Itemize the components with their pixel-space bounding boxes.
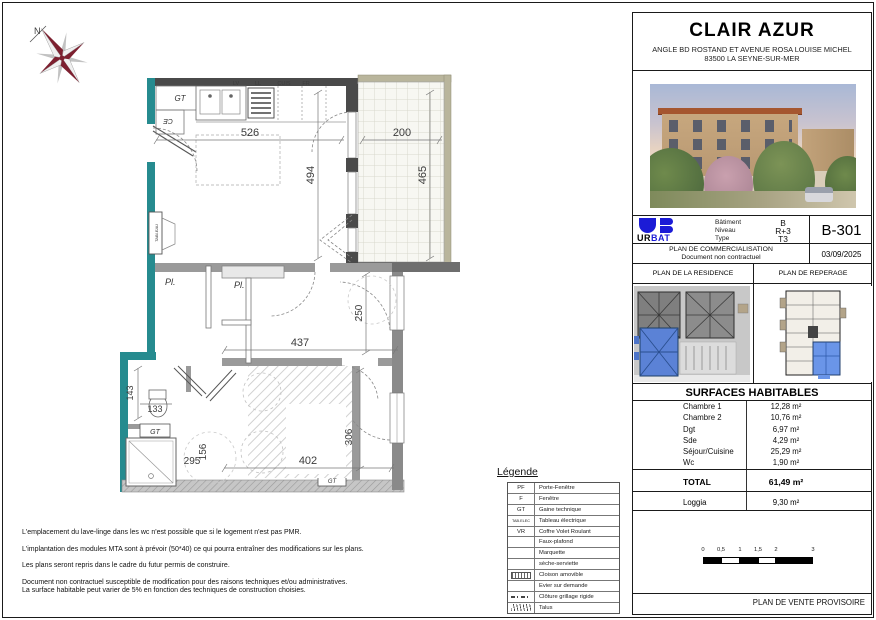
note-line: La surface habitable peut varier de 5% en fonction des techniques de construction choisies. (22, 587, 306, 594)
scale-tick: 3 (811, 547, 815, 553)
surfaces-title: SURFACES HABITABLES (633, 384, 871, 401)
surface-label: Séjour/Cuisine (683, 447, 734, 457)
surfaces-total-row (633, 469, 871, 491)
label-placard-2: Pl. (234, 280, 245, 290)
urbat-logo-b-icon (660, 218, 673, 225)
dim-wc-height: 143 (125, 385, 135, 401)
legend-label: Coffre Volet Roulant (539, 528, 591, 535)
surface-value: 6,97 m² (772, 424, 800, 434)
total-label: TOTAL (683, 477, 711, 487)
plan-type-cell (633, 246, 809, 262)
legend-label: Faux-plafond (539, 539, 573, 546)
legend-row (508, 505, 619, 516)
surface-row (633, 401, 871, 412)
footer-divider (633, 593, 871, 594)
dim-sde-width: 295 (183, 456, 201, 467)
surface-row (633, 424, 871, 435)
note-line: Document non contractuel susceptible de modification pour des raisons techniques et/ou administratives. (22, 578, 348, 586)
label-ce: CE (163, 117, 173, 124)
legend-abbr: PF (508, 483, 535, 493)
label-gt-top: GT (174, 94, 186, 103)
surface-label: Wc (683, 458, 695, 468)
label-gt-sde: GT (327, 479, 337, 485)
surface-value: 25,29 m² (770, 447, 802, 457)
legend-label: Gaine technique (539, 506, 582, 513)
type-label: Type (715, 235, 730, 242)
dim-sde-height: 156 (198, 443, 209, 461)
batiment-label: Bâtiment (715, 219, 742, 226)
type-value: T3 (778, 234, 788, 244)
photo-car (805, 187, 834, 202)
building-photo (650, 84, 856, 208)
dim-sejour-width: 526 (240, 127, 260, 139)
legend-abbr (508, 548, 535, 558)
residence-plan-header: PLAN DE LA RESIDENCE (652, 270, 734, 277)
label-lv: LV (232, 81, 240, 87)
scale-bar (703, 547, 813, 571)
mini-plan-headers (633, 264, 871, 284)
surface-value: 4,29 m² (772, 435, 800, 445)
project-address (633, 45, 871, 71)
legend-label: Tableau électrique (539, 517, 587, 524)
legend-abbr: TAB.ELEC (508, 516, 535, 526)
niveau-label: Niveau (715, 227, 736, 234)
note-line: L'emplacement du lave-linge dans les wc n'est possible que si le logement n'est pas PMR. (22, 529, 302, 536)
urbat-logo (637, 218, 713, 243)
unit-info-row (633, 216, 871, 244)
dim-wc-width: 133 (147, 404, 163, 414)
legend-label: Porte-Fenêtre (539, 484, 575, 491)
legend-abbr: GT (508, 505, 535, 515)
legend-row (508, 548, 619, 559)
surface-value: 10,76 m² (770, 413, 802, 423)
dim-chambre2-height: 306 (344, 428, 355, 446)
loggia-row (633, 491, 871, 511)
dim-chambre1-height: 250 (354, 304, 365, 322)
legend-row (508, 559, 619, 570)
dim-chambre2-width: 402 (298, 455, 318, 467)
scale-tick: 0,5 (716, 547, 726, 553)
surfaces-table (633, 401, 871, 469)
residence-site-plan (634, 286, 750, 382)
surface-label: Chambre 2 (683, 413, 722, 423)
compass-rose (11, 7, 113, 109)
urbat-logo-b-icon (660, 226, 673, 233)
label-fr: FR (302, 81, 310, 87)
scale-tick: 1,5 (753, 547, 763, 553)
legend-row (508, 592, 619, 603)
plan-type: PLAN DE COMMERCIALISATION (669, 246, 773, 253)
legend-row (508, 603, 619, 613)
notes-block (22, 529, 492, 604)
surface-label: Dgt (683, 424, 696, 434)
surface-row (633, 412, 871, 423)
note-line: Les plans seront repris dans le cadre du futur permis de construire. (22, 562, 230, 569)
legend-label: Talus (539, 604, 553, 611)
legend-symbol-talus (508, 603, 535, 613)
label-gt-wc: GT (150, 429, 160, 436)
legend-label: Fenêtre (539, 495, 559, 502)
legend-row (508, 516, 619, 527)
legend-abbr (508, 559, 535, 569)
surface-row (633, 446, 871, 457)
scale-tick: 1 (738, 547, 742, 553)
label-cuis: CUIS (277, 81, 291, 87)
label-placard-1: Pl. (165, 277, 176, 287)
surface-label: Chambre 1 (683, 402, 722, 411)
legend-row (508, 537, 619, 548)
legend-label: Clôture grillage rigide (539, 593, 594, 600)
dim-loggia-height: 465 (417, 165, 429, 185)
loggia-value: 9,30 m² (772, 498, 800, 507)
project-title: CLAIR AZUR (689, 20, 815, 41)
surface-row (633, 435, 871, 446)
dim-hall-width: 437 (290, 337, 310, 349)
legend-label: Cloison amovible (539, 572, 584, 579)
plan-date: 03/09/2025 (809, 244, 873, 263)
legend-label: Marquette (539, 550, 566, 557)
photo-cell (633, 76, 871, 216)
loggia-label: Loggia (683, 498, 707, 507)
surface-value: 1,90 m² (772, 458, 800, 468)
urbat-ur: UR (637, 233, 651, 243)
urbat-wordmark (637, 233, 670, 243)
compass-north-label: N (34, 26, 41, 36)
legend-label: sèche-serviette (539, 561, 579, 568)
legend-row (508, 570, 619, 581)
surface-value: 12,28 m² (770, 402, 802, 411)
dim-loggia-width: 200 (392, 127, 412, 139)
legend-label: Evier sur demande (539, 582, 588, 589)
legend-table (507, 482, 620, 614)
niveau-value: R+3 (775, 226, 791, 236)
label-tableau: TABLEAU (154, 224, 159, 242)
total-value: 61,49 m² (768, 477, 804, 487)
title-block (632, 12, 872, 615)
mini-plans-row (633, 284, 871, 384)
commercialisation-row (633, 244, 871, 264)
plan-status-footer: PLAN DE VENTE PROVISOIRE (752, 598, 865, 607)
non-contractual-note: Document non contractuel (681, 254, 761, 261)
surface-row (633, 457, 871, 468)
note-line: L'implantation des modules MTA sont à prévoir (50*40) ce qui pourra entraîner des modifications sur les plans. (22, 545, 364, 553)
legend (497, 466, 621, 614)
scale-tick: 0 (701, 547, 705, 553)
legend-symbol-cloison (508, 570, 535, 580)
legend-row (508, 527, 619, 538)
legend-row (508, 581, 619, 592)
legend-title: Légende (497, 466, 538, 478)
legend-row (508, 494, 619, 505)
legend-abbr: F (508, 494, 535, 504)
urbat-bat: BAT (651, 233, 671, 243)
legend-row (508, 483, 619, 494)
reperage-floor-plan (754, 286, 872, 382)
legend-symbol-cloture (508, 592, 535, 602)
address-line-2: 83500 LA SEYNE-SUR-MER (704, 54, 800, 63)
urbat-logo-u-icon (639, 218, 656, 233)
legend-abbr (508, 581, 535, 591)
batiment-value: B (780, 218, 786, 228)
unit-number: B-301 (809, 216, 873, 243)
dim-sejour-height: 494 (305, 165, 317, 185)
label-ll: LL (254, 81, 262, 87)
address-line-1: ANGLE BD ROSTAND ET AVENUE ROSA LOUISE MICHEL (652, 45, 852, 54)
scale-tick: 2 (774, 547, 778, 553)
legend-abbr (508, 537, 535, 547)
reperage-plan-header: PLAN DE REPERAGE (778, 270, 848, 277)
plan-closets (206, 266, 284, 363)
legend-abbr: VR (508, 527, 535, 537)
surface-label: Sde (683, 435, 697, 445)
